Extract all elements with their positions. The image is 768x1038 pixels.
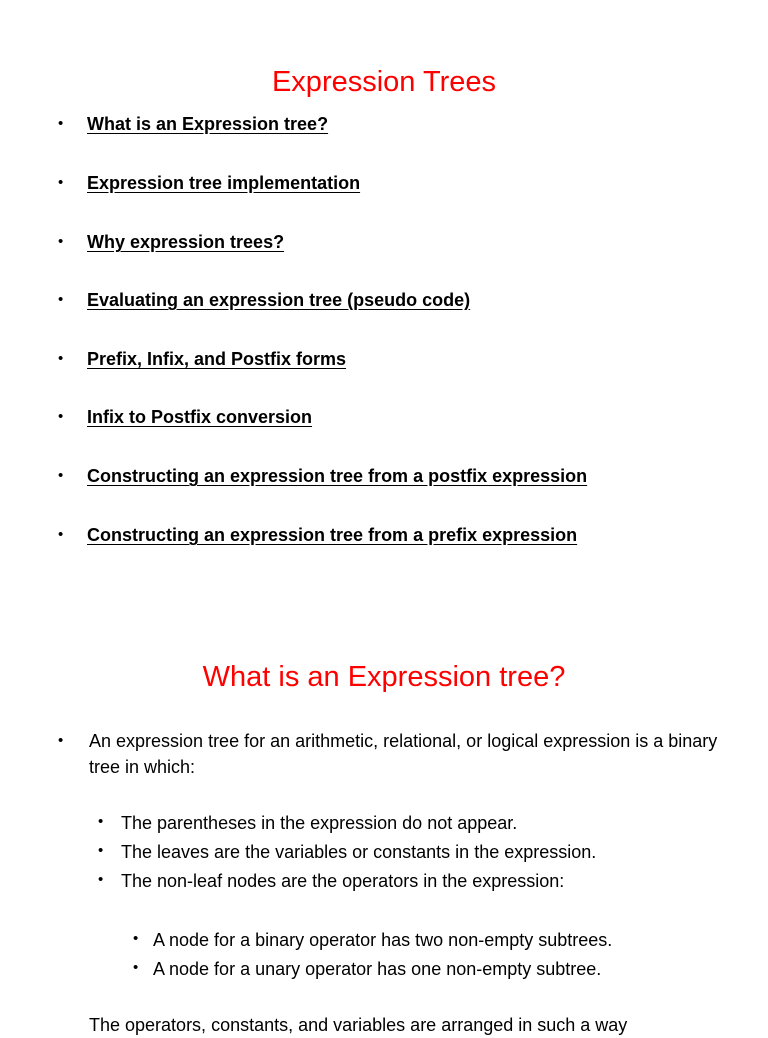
toc-link-from-postfix[interactable]: Constructing an expression tree from a postfix expression bbox=[87, 466, 588, 486]
bullet: • bbox=[58, 526, 64, 543]
bullet: • bbox=[98, 871, 104, 888]
slide-title-expression-trees: Expression Trees bbox=[271, 66, 497, 98]
list-item bbox=[133, 926, 612, 955]
bullet: • bbox=[58, 233, 64, 250]
bullet: • bbox=[98, 813, 104, 830]
subpoint-text: A node for a binary operator has two non-empty subtrees. bbox=[153, 930, 613, 950]
bullet: • bbox=[58, 174, 64, 191]
list-item bbox=[98, 838, 596, 867]
toc-item[interactable] bbox=[58, 229, 284, 255]
point-text: The parentheses in the expression do not appear. bbox=[121, 813, 518, 833]
toc-link-from-prefix[interactable]: Constructing an expression tree from a prefix expression bbox=[87, 525, 578, 545]
toc-item[interactable] bbox=[58, 111, 328, 137]
toc-item[interactable] bbox=[58, 287, 470, 313]
list-item bbox=[133, 955, 601, 984]
toc-link-evaluating[interactable]: Evaluating an expression tree (pseudo code) bbox=[87, 290, 471, 310]
toc-item[interactable] bbox=[58, 522, 577, 548]
subpoint-text: A node for a unary operator has one non-empty subtree. bbox=[153, 959, 602, 979]
list-item bbox=[98, 809, 517, 838]
intro-text: An expression tree for an arithmetic, relational, or logical expression is a binary tree in which: bbox=[89, 731, 718, 777]
point-text: The leaves are the variables or constants in the expression. bbox=[121, 842, 597, 862]
bullet: • bbox=[58, 350, 64, 367]
toc-item[interactable] bbox=[58, 346, 346, 372]
toc-item[interactable] bbox=[58, 170, 360, 196]
toc-item[interactable] bbox=[58, 404, 312, 430]
bullet: • bbox=[133, 930, 139, 947]
toc-item[interactable] bbox=[58, 463, 587, 489]
toc-link-why[interactable]: Why expression trees? bbox=[87, 232, 285, 252]
point-text: The non-leaf nodes are the operators in the expression: bbox=[121, 871, 565, 891]
toc-link-infix-to-postfix[interactable]: Infix to Postfix conversion bbox=[87, 407, 313, 427]
bullet: • bbox=[98, 842, 104, 859]
toc-link-implementation[interactable]: Expression tree implementation bbox=[87, 173, 361, 193]
bullet: • bbox=[58, 732, 64, 749]
bullet: • bbox=[58, 467, 64, 484]
bullet: • bbox=[133, 959, 139, 976]
bullet: • bbox=[58, 115, 64, 132]
toc-link-forms[interactable]: Prefix, Infix, and Postfix forms bbox=[87, 349, 347, 369]
intro-paragraph bbox=[58, 728, 738, 780]
bullet: • bbox=[58, 408, 64, 425]
list-item bbox=[98, 867, 564, 896]
bullet: • bbox=[58, 291, 64, 308]
toc-link-what-is[interactable]: What is an Expression tree? bbox=[87, 114, 329, 134]
slide-title-what-is: What is an Expression tree? bbox=[202, 661, 566, 693]
cutoff-text: The operators, constants, and variables are arranged in such a way bbox=[89, 1015, 628, 1035]
